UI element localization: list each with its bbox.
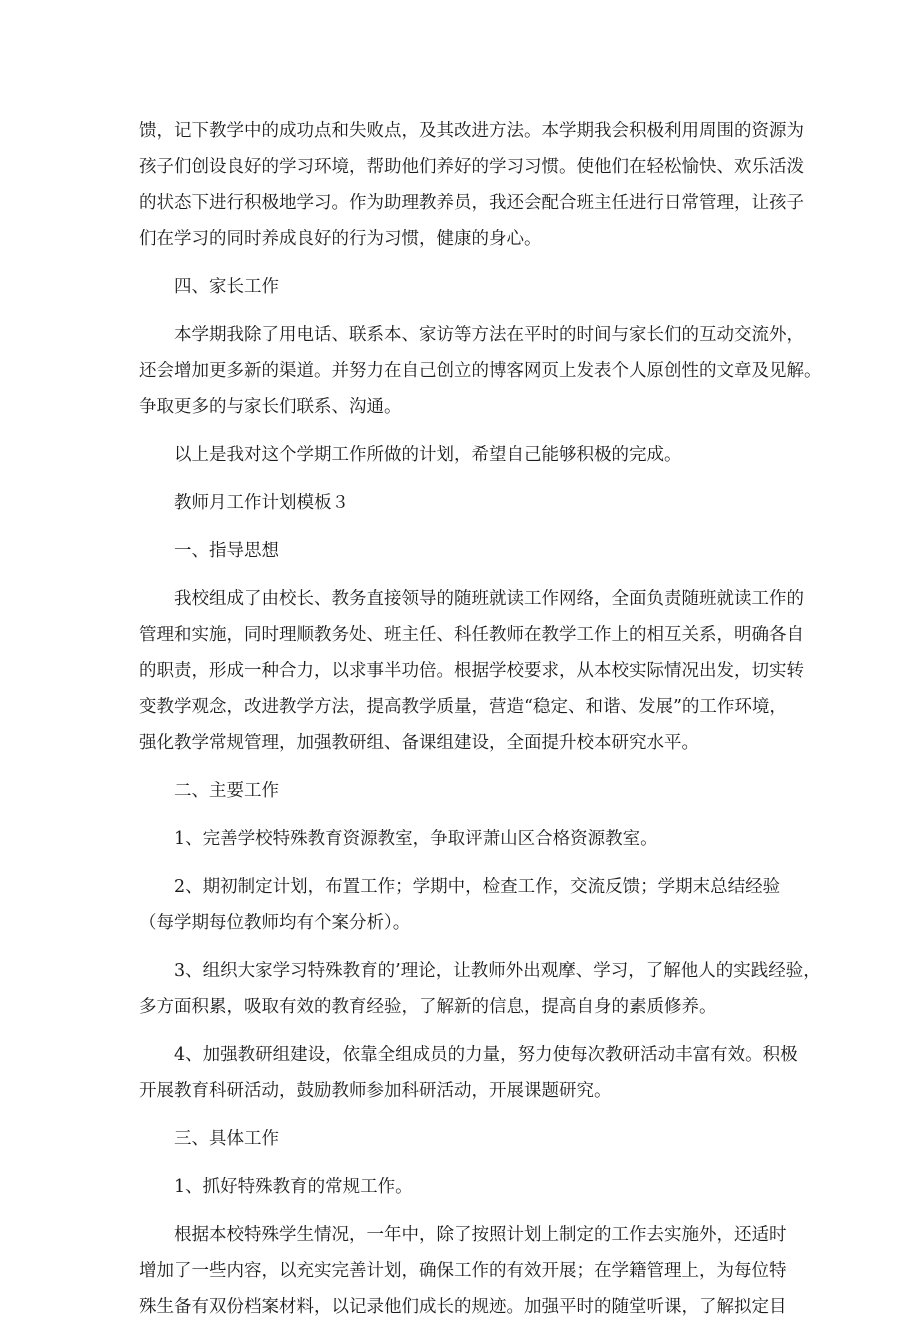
text-line: 强化教学常规管理，加强教研组、备课组建设，全面提升校本研究水平。 bbox=[139, 733, 699, 753]
text-line: 争取更多的与家长们联系、沟通。 bbox=[139, 397, 402, 417]
list-item-3 bbox=[139, 953, 821, 1025]
text-line: 根据本校特殊学生情况，一年中，除了按照计划上制定的工作去实施外，还适时 bbox=[174, 1225, 787, 1245]
text-line: 馈，记下教学中的成功点和失败点，及其改进方法。本学期我会积极利用周围的资源为 bbox=[139, 121, 804, 141]
section-heading-guiding-thought bbox=[139, 533, 789, 569]
text-line: （每学期每位教师均有个案分析）。 bbox=[139, 913, 411, 933]
text-line: 以上是我对这个学期工作所做的计划，希望自己能够积极的完成。 bbox=[174, 445, 682, 465]
text-line: 增加了一些内容，以充实完善计划，确保工作的有效开展；在学籍管理上，为每位特 bbox=[139, 1261, 787, 1281]
text-line: 殊生备有双份档案材料，以记录他们成长的规迹。加强平时的随堂听课，了解拟定目 bbox=[139, 1297, 787, 1317]
heading-line: 三、具体工作 bbox=[174, 1129, 279, 1149]
text-line: 多方面积累，吸取有效的教育经验，了解新的信息，提高自身的素质修养。 bbox=[139, 997, 717, 1017]
document-body bbox=[139, 113, 822, 1325]
paragraph-parents-work bbox=[139, 317, 822, 425]
subsection-heading-routine-work bbox=[139, 1169, 789, 1205]
text-line: 的状态下进行积极地学习。作为助理教养员，我还会配合班主任进行日常管理，让孩子 bbox=[139, 193, 804, 213]
text-line: 的职责，形成一种合力，以求事半功倍。根据学校要求，从本校实际情况出发，切实转 bbox=[139, 661, 804, 681]
heading-line: 教师月工作计划模板３ bbox=[174, 493, 349, 513]
heading-line: 四、家长工作 bbox=[174, 277, 279, 297]
text-line: 4、加强教研组建设，依靠全组成员的力量，努力使每次教研活动丰富有效。积极 bbox=[174, 1045, 798, 1065]
text-line: 开展教育科研活动，鼓励教师参加科研活动，开展课题研究。 bbox=[139, 1081, 612, 1101]
text-line: 管理和实施，同时理顺教务处、班主任、科任教师在教学工作上的相互关系，明确各自 bbox=[139, 625, 804, 645]
paragraph-continuation bbox=[139, 113, 804, 257]
text-line: 孩子们创设良好的学习环境，帮助他们养好的学习习惯。使他们在轻松愉快、欢乐活泼 bbox=[139, 157, 804, 177]
text-line: 本学期我除了用电话、联系本、家访等方法在平时的时间与家长们的互动交流外， bbox=[174, 325, 804, 345]
list-item-1 bbox=[139, 821, 789, 857]
list-item-2 bbox=[139, 869, 789, 941]
heading-line: 一、指导思想 bbox=[174, 541, 279, 561]
paragraph-conclusion bbox=[139, 437, 789, 473]
text-line: 变教学观念，改进教学方法，提高教学质量，营造“稳定、和谐、发展”的工作环境， bbox=[139, 697, 787, 717]
heading-line: 1、抓好特殊教育的常规工作。 bbox=[174, 1177, 413, 1197]
template-title bbox=[139, 485, 789, 521]
section-heading-specific-work bbox=[139, 1121, 789, 1157]
text-line: 1、完善学校特殊教育资源教室，争取评萧山区合格资源教室。 bbox=[174, 829, 658, 849]
paragraph-guiding-thought bbox=[139, 581, 804, 761]
text-line: 们在学习的同时养成良好的行为习惯，健康的身心。 bbox=[139, 229, 542, 249]
text-line: 还会增加更多新的渠道。并努力在自己创立的博客网页上发表个人原创性的文章及见解。 bbox=[139, 361, 822, 381]
section-heading-main-work bbox=[139, 773, 789, 809]
text-line: 我校组成了由校长、教务直接领导的随班就读工作网络，全面负责随班就读工作的 bbox=[174, 589, 804, 609]
text-line: 2、期初制定计划，布置工作；学期中，检查工作，交流反馈；学期末总结经验 bbox=[174, 877, 781, 897]
text-line: 3、组织大家学习特殊教育的’理论，让教师外出观摩、学习，了解他人的实践经验， bbox=[174, 961, 821, 981]
paragraph-specific-work bbox=[139, 1217, 789, 1325]
heading-line: 二、主要工作 bbox=[174, 781, 279, 801]
list-item-4 bbox=[139, 1037, 798, 1109]
section-heading-parents bbox=[139, 269, 789, 305]
